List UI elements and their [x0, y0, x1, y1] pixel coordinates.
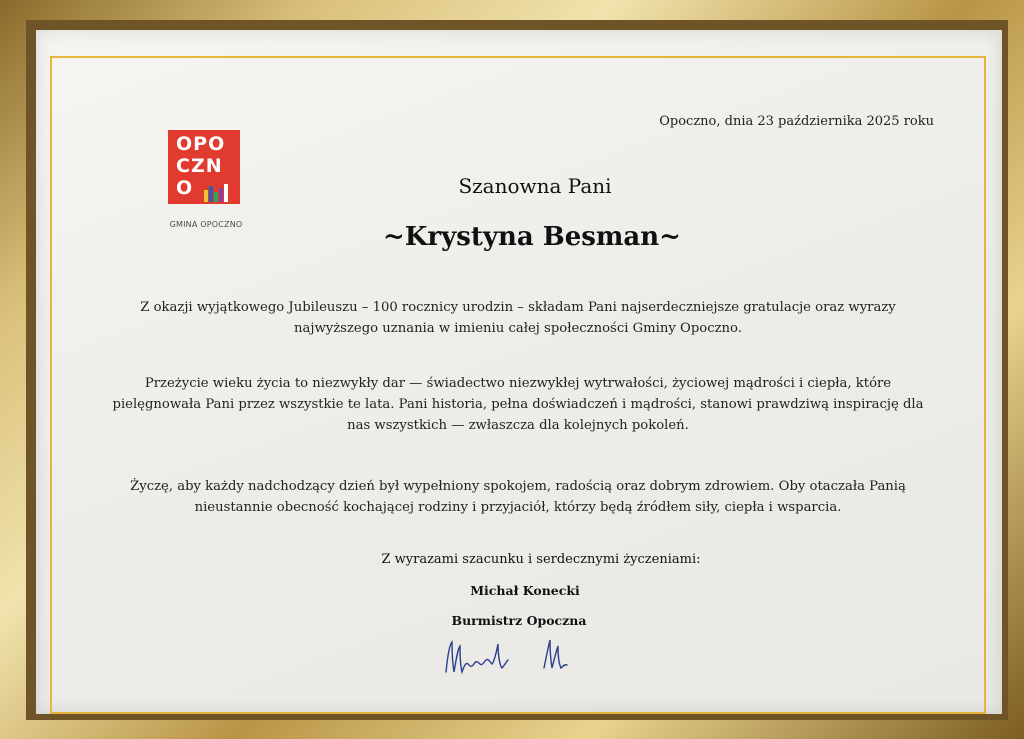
logo-text-line1: OPO: [176, 133, 226, 155]
handwritten-signature: [440, 632, 580, 682]
logo-caption: GMINA OPOCZNO: [169, 220, 243, 229]
paragraph-life: Przeżycie wieku życia to niezwykły dar — świadectwo niezwykłej wytrwałości, życiowej mądrości i ciepła, które pielęgnowała Pani przez wszystkie te lata. Pani historia, pełna doświadczeń i mądrości, stanowi prawdziwą inspirację dla nas wszystkich — zwłaszcza dla kolejnych pokoleń.: [112, 376, 924, 433]
paragraph-congratulations: Z okazji wyjątkowego Jubileuszu – 100 rocznicy urodzin – składam Pani najserdeczniejsze gratulacje oraz wyrazy najwyższego uznania w imieniu całej społeczności Gminy Opoczno.: [140, 300, 896, 336]
salutation: Szanowna Pani: [458, 174, 612, 198]
paragraph-wishes: Życzę, aby każdy nadchodzący dzień był wypełniony spokojem, radością oraz dobrym zdrowiem. Oby otaczała Panią nieustannie obecność kochającej rodziny i przyjaciół, którzy będą źródłem siły, ciepła i wsparcia.: [130, 479, 906, 515]
recipient-name: ~Krystyna Besman~: [383, 222, 681, 252]
signer-title: Burmistrz Opoczna: [451, 613, 587, 628]
logo-text-line3: O: [176, 177, 194, 199]
letter-date: Opoczno, dnia 23 października 2025 roku: [659, 114, 934, 129]
logo-text-line2: CZN: [176, 155, 223, 177]
closing-line: Z wyrazami szacunku i serdecznymi życzeniami:: [381, 552, 701, 567]
signer-name: Michał Konecki: [470, 583, 580, 598]
